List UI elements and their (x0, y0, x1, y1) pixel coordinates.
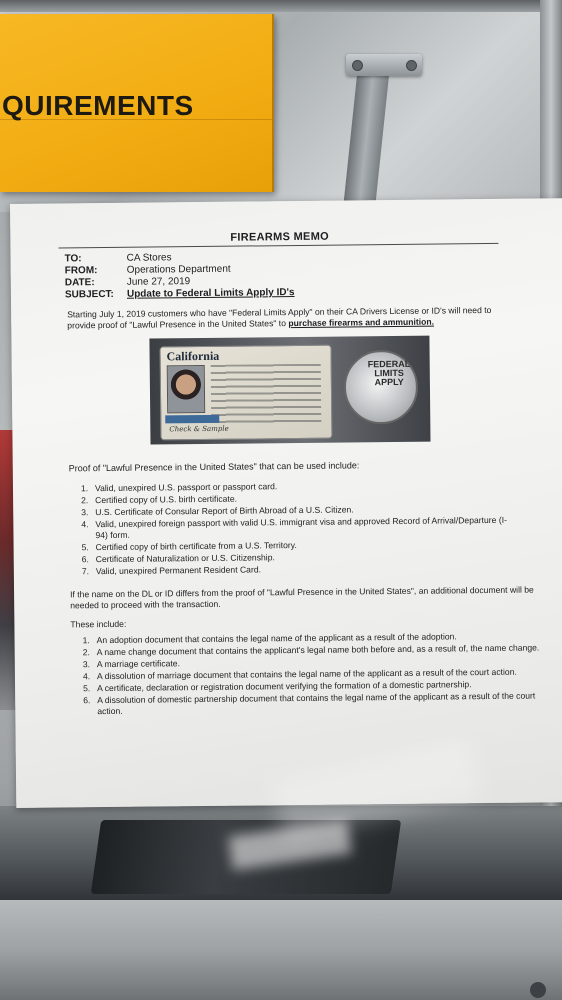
yellow-requirements-sign (0, 14, 274, 192)
screw-icon (530, 982, 546, 998)
list-item: 2. A name change document that contains the applicant's legal name both before and, as a result of, the name change. (82, 642, 540, 658)
list-item: 4. Valid, unexpired foreign passport with valid U.S. immigrant visa and approved Record of Arrival/Departure (I-94) form. (81, 514, 507, 541)
to-value: CA Stores (126, 252, 172, 264)
list-item: 6. A dissolution of domestic partnership document that contains the legal name of the applicant as a result of the court action. (83, 690, 536, 717)
id-state-name: California (166, 348, 220, 364)
firearms-memo-sheet (10, 198, 562, 808)
additional-documents-list (83, 630, 544, 718)
date-value: June 27, 2019 (126, 276, 191, 288)
metal-hinge-clip (346, 54, 422, 76)
list-item: 6. Certificate of Naturalization or U.S. Citizenship. (81, 552, 275, 565)
display-case-frame (0, 0, 562, 12)
list-item: 4. A dissolution of marriage document that contains the legal name of the applicant as a result of the court action. (82, 666, 517, 682)
list-item: 3. A marriage certificate. (82, 658, 180, 670)
memo-title: FIREARMS MEMO (230, 230, 330, 244)
list-item: 1. Valid, unexpired U.S. passport or passport card. (80, 481, 278, 494)
proof-list (81, 479, 512, 578)
veteran-bar (165, 415, 219, 424)
bolt-icon (352, 60, 363, 71)
list-item: 5. Certified copy of birth certificate from a U.S. Territory. (81, 540, 297, 553)
list-item: 3. U.S. Certificate of Consular Report of Birth Abroad of a U.S. Citizen. (81, 504, 354, 518)
bolt-icon (406, 60, 417, 71)
requirements-sign-text: QUIREMENTS (2, 90, 194, 121)
intro-text: Starting July 1, 2019 customers who have "Federal Limits Apply" on their CA Drivers License or ID's will need to provide proof of "Lawful Presence in the United States" to (67, 304, 492, 331)
case-base (0, 900, 562, 1000)
intro-emphasis: purchase firearms and ammunition. (288, 316, 435, 329)
id-photo (167, 365, 206, 413)
list-item: 2. Certified copy of U.S. birth certificate. (81, 493, 238, 506)
these-include-heading: These include: (70, 618, 127, 630)
from-value: Operations Department (126, 263, 231, 276)
federal-limits-text (368, 360, 411, 387)
seal-line: APPLY (374, 376, 404, 388)
subject-label: SUBJECT: (64, 288, 114, 301)
id-details (211, 364, 322, 425)
id-signature: Check & Sample (169, 424, 229, 434)
seal-line: LIMITS (374, 367, 404, 379)
from-label: FROM: (64, 265, 98, 277)
intro-paragraph (67, 305, 511, 332)
sample-drivers-license (159, 345, 332, 441)
title-divider (58, 243, 498, 249)
name-difference-note: If the name on the DL or ID differs from the proof of "Lawful Presence in the United States", an additional document will be needed to proceed with the transaction. (70, 584, 534, 611)
date-label: DATE: (64, 277, 95, 289)
seal-line: FEDERAL (367, 358, 411, 370)
subject-value: Update to Federal Limits Apply ID's (126, 287, 295, 300)
list-item: 5. A certificate, declaration or registration document verifying the formation of a domestic partnership. (83, 679, 472, 694)
to-label: TO: (64, 253, 82, 265)
list-item: 1. An adoption document that contains the legal name of the applicant as a result of the adoption. (82, 631, 457, 646)
list-item: 7. Valid, unexpired Permanent Resident Card. (81, 564, 262, 577)
proof-heading: Proof of "Lawful Presence in the United States" that can be used include: (68, 460, 360, 474)
